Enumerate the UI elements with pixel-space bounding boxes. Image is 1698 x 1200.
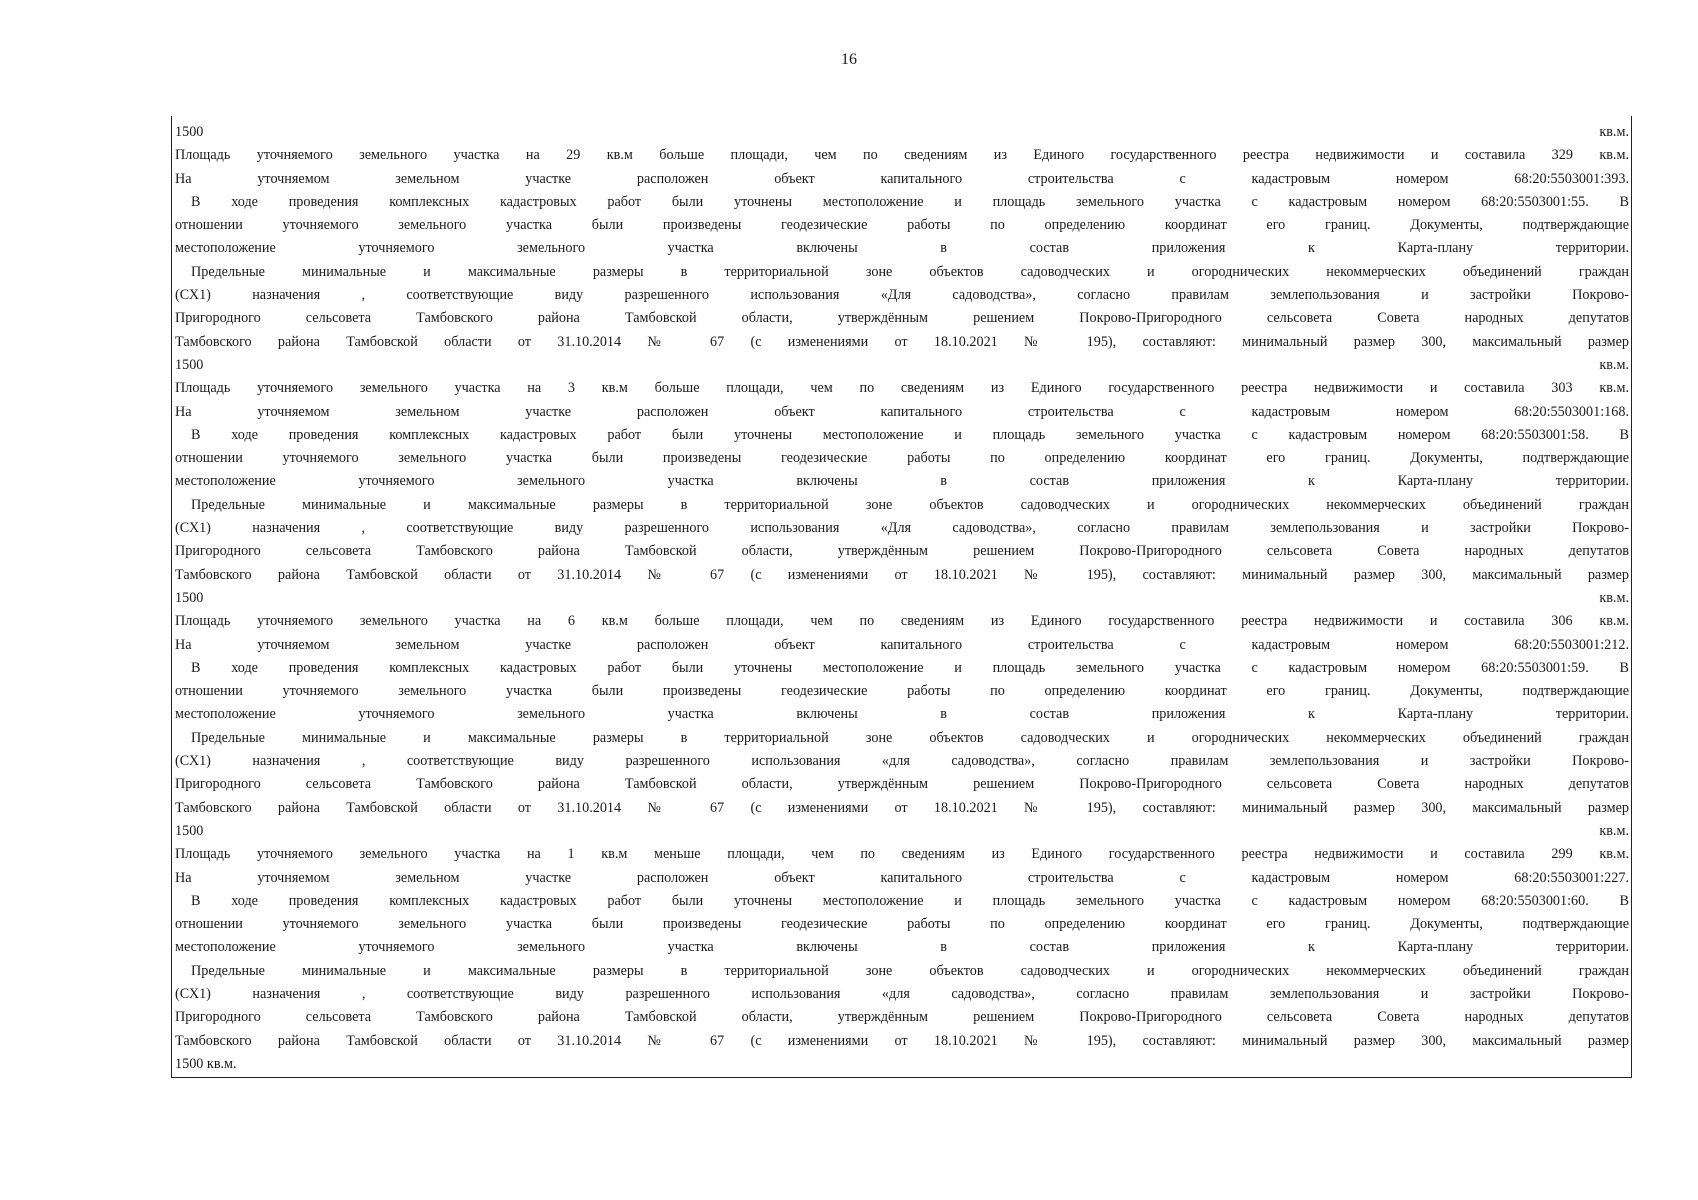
text-line: Тамбовского района Тамбовской области от 31.10.2014 № 67 (с изменениями от 18.10.2021 № 195), составляют: минимальный размер 300, максимальный размер [175,1032,1629,1049]
text-line: отношении уточняемого земельного участка были произведены геодезические работы по определению координат его границ. Документы, подтверждающие [175,450,1629,467]
text-line: местоположение уточняемого земельного участка включены в состав приложения к Карта-плану территории. [175,706,1629,723]
text-line: Пригородного сельсовета Тамбовского района Тамбовской области, утверждённым решением Покрово-Пригородного сельсовета Совета народных депутатов [175,1009,1629,1026]
text-line: (СХ1) назначения , соответствующие виду разрешенного использования «Для садоводства», согласно правилам землепользования и застройки Покрово- [175,520,1629,537]
text-line: Предельные минимальные и максимальные размеры в территориальной зоне объектов садоводческих и огороднических некоммерческих объединений граждан [191,729,1629,746]
document-body-frame [171,116,1632,1078]
text-line: В ходе проведения комплексных кадастровых работ были уточнены местоположение и площадь земельного участка с кадастровым номером 68:20:5503001:60. В [191,892,1629,909]
text-line: 1500 кв.м. [175,356,1629,373]
text-line: 1500 кв.м. [175,822,1629,839]
text-line: местоположение уточняемого земельного участка включены в состав приложения к Карта-плану территории. [175,473,1629,490]
text-line: местоположение уточняемого земельного участка включены в состав приложения к Карта-плану территории. [175,240,1629,257]
text-line: местоположение уточняемого земельного участка включены в состав приложения к Карта-плану территории. [175,939,1629,956]
text-line: Площадь уточняемого земельного участка на 6 кв.м больше площади, чем по сведениям из Единого государственного реестра недвижимости и составила 306 кв.м. [175,613,1629,630]
text-line: Площадь уточняемого земельного участка на 3 кв.м больше площади, чем по сведениям из Единого государственного реестра недвижимости и составила 303 кв.м. [175,380,1629,397]
text-line: Предельные минимальные и максимальные размеры в территориальной зоне объектов садоводческих и огороднических некоммерческих объединений граждан [191,263,1629,280]
text-line: Пригородного сельсовета Тамбовского района Тамбовской области, утверждённым решением Покрово-Пригородного сельсовета Совета народных депутатов [175,543,1629,560]
text-line: 1500 кв.м. [175,589,1629,606]
text-line: (СХ1) назначения , соответствующие виду разрешенного использования «Для садоводства», согласно правилам землепользования и застройки Покрово- [175,287,1629,304]
text-line: Тамбовского района Тамбовской области от 31.10.2014 № 67 (с изменениями от 18.10.2021 № 195), составляют: минимальный размер 300, максимальный размер [175,566,1629,583]
text-line: отношении уточняемого земельного участка были произведены геодезические работы по определению координат его границ. Документы, подтверждающие [175,217,1629,234]
text-line: На уточняемом земельном участке расположен объект капитального строительства с кадастровым номером 68:20:5503001:168. [175,403,1629,420]
text-line: Площадь уточняемого земельного участка на 29 кв.м больше площади, чем по сведениям из Единого государственного реестра недвижимости и составила 329 кв.м. [175,147,1629,164]
text-line: Тамбовского района Тамбовской области от 31.10.2014 № 67 (с изменениями от 18.10.2021 № 195), составляют: минимальный размер 300, максимальный размер [175,333,1629,350]
text-line: В ходе проведения комплексных кадастровых работ были уточнены местоположение и площадь земельного участка с кадастровым номером 68:20:5503001:59. В [191,659,1629,676]
text-line: Пригородного сельсовета Тамбовского района Тамбовской области, утверждённым решением Покрово-Пригородного сельсовета Совета народных депутатов [175,776,1629,793]
text-line: На уточняемом земельном участке расположен объект капитального строительства с кадастровым номером 68:20:5503001:393. [175,170,1629,187]
text-line: На уточняемом земельном участке расположен объект капитального строительства с кадастровым номером 68:20:5503001:227. [175,869,1629,886]
text-line: (СХ1) назначения , соответствующие виду разрешенного использования «для садоводства», согласно правилам землепользования и застройки Покрово- [175,985,1629,1002]
page-number: 16 [841,51,857,68]
text-line: Тамбовского района Тамбовской области от 31.10.2014 № 67 (с изменениями от 18.10.2021 № 195), составляют: минимальный размер 300, максимальный размер [175,799,1629,816]
text-line: Площадь уточняемого земельного участка на 1 кв.м меньше площади, чем по сведениям из Единого государственного реестра недвижимости и составила 299 кв.м. [175,846,1629,863]
text-line: 1500 кв.м. [175,1055,237,1072]
text-line: В ходе проведения комплексных кадастровых работ были уточнены местоположение и площадь земельного участка с кадастровым номером 68:20:5503001:55. В [191,193,1629,210]
text-line: Предельные минимальные и максимальные размеры в территориальной зоне объектов садоводческих и огороднических некоммерческих объединений граждан [191,962,1629,979]
text-line: 1500 кв.м. [175,124,1629,140]
text-line: В ходе проведения комплексных кадастровых работ были уточнены местоположение и площадь земельного участка с кадастровым номером 68:20:5503001:58. В [191,426,1629,443]
text-line: На уточняемом земельном участке расположен объект капитального строительства с кадастровым номером 68:20:5503001:212. [175,636,1629,653]
text-line: отношении уточняемого земельного участка были произведены геодезические работы по определению координат его границ. Документы, подтверждающие [175,916,1629,933]
text-line: Предельные минимальные и максимальные размеры в территориальной зоне объектов садоводческих и огороднических некоммерческих объединений граждан [191,496,1629,513]
text-line: отношении уточняемого земельного участка были произведены геодезические работы по определению координат его границ. Документы, подтверждающие [175,683,1629,700]
document-text-lines [175,121,1629,1076]
text-line: (СХ1) назначения , соответствующие виду разрешенного использования «для садоводства», согласно правилам землепользования и застройки Покрово- [175,753,1629,770]
text-line: Пригородного сельсовета Тамбовского района Тамбовской области, утверждённым решением Покрово-Пригородного сельсовета Совета народных депутатов [175,310,1629,327]
